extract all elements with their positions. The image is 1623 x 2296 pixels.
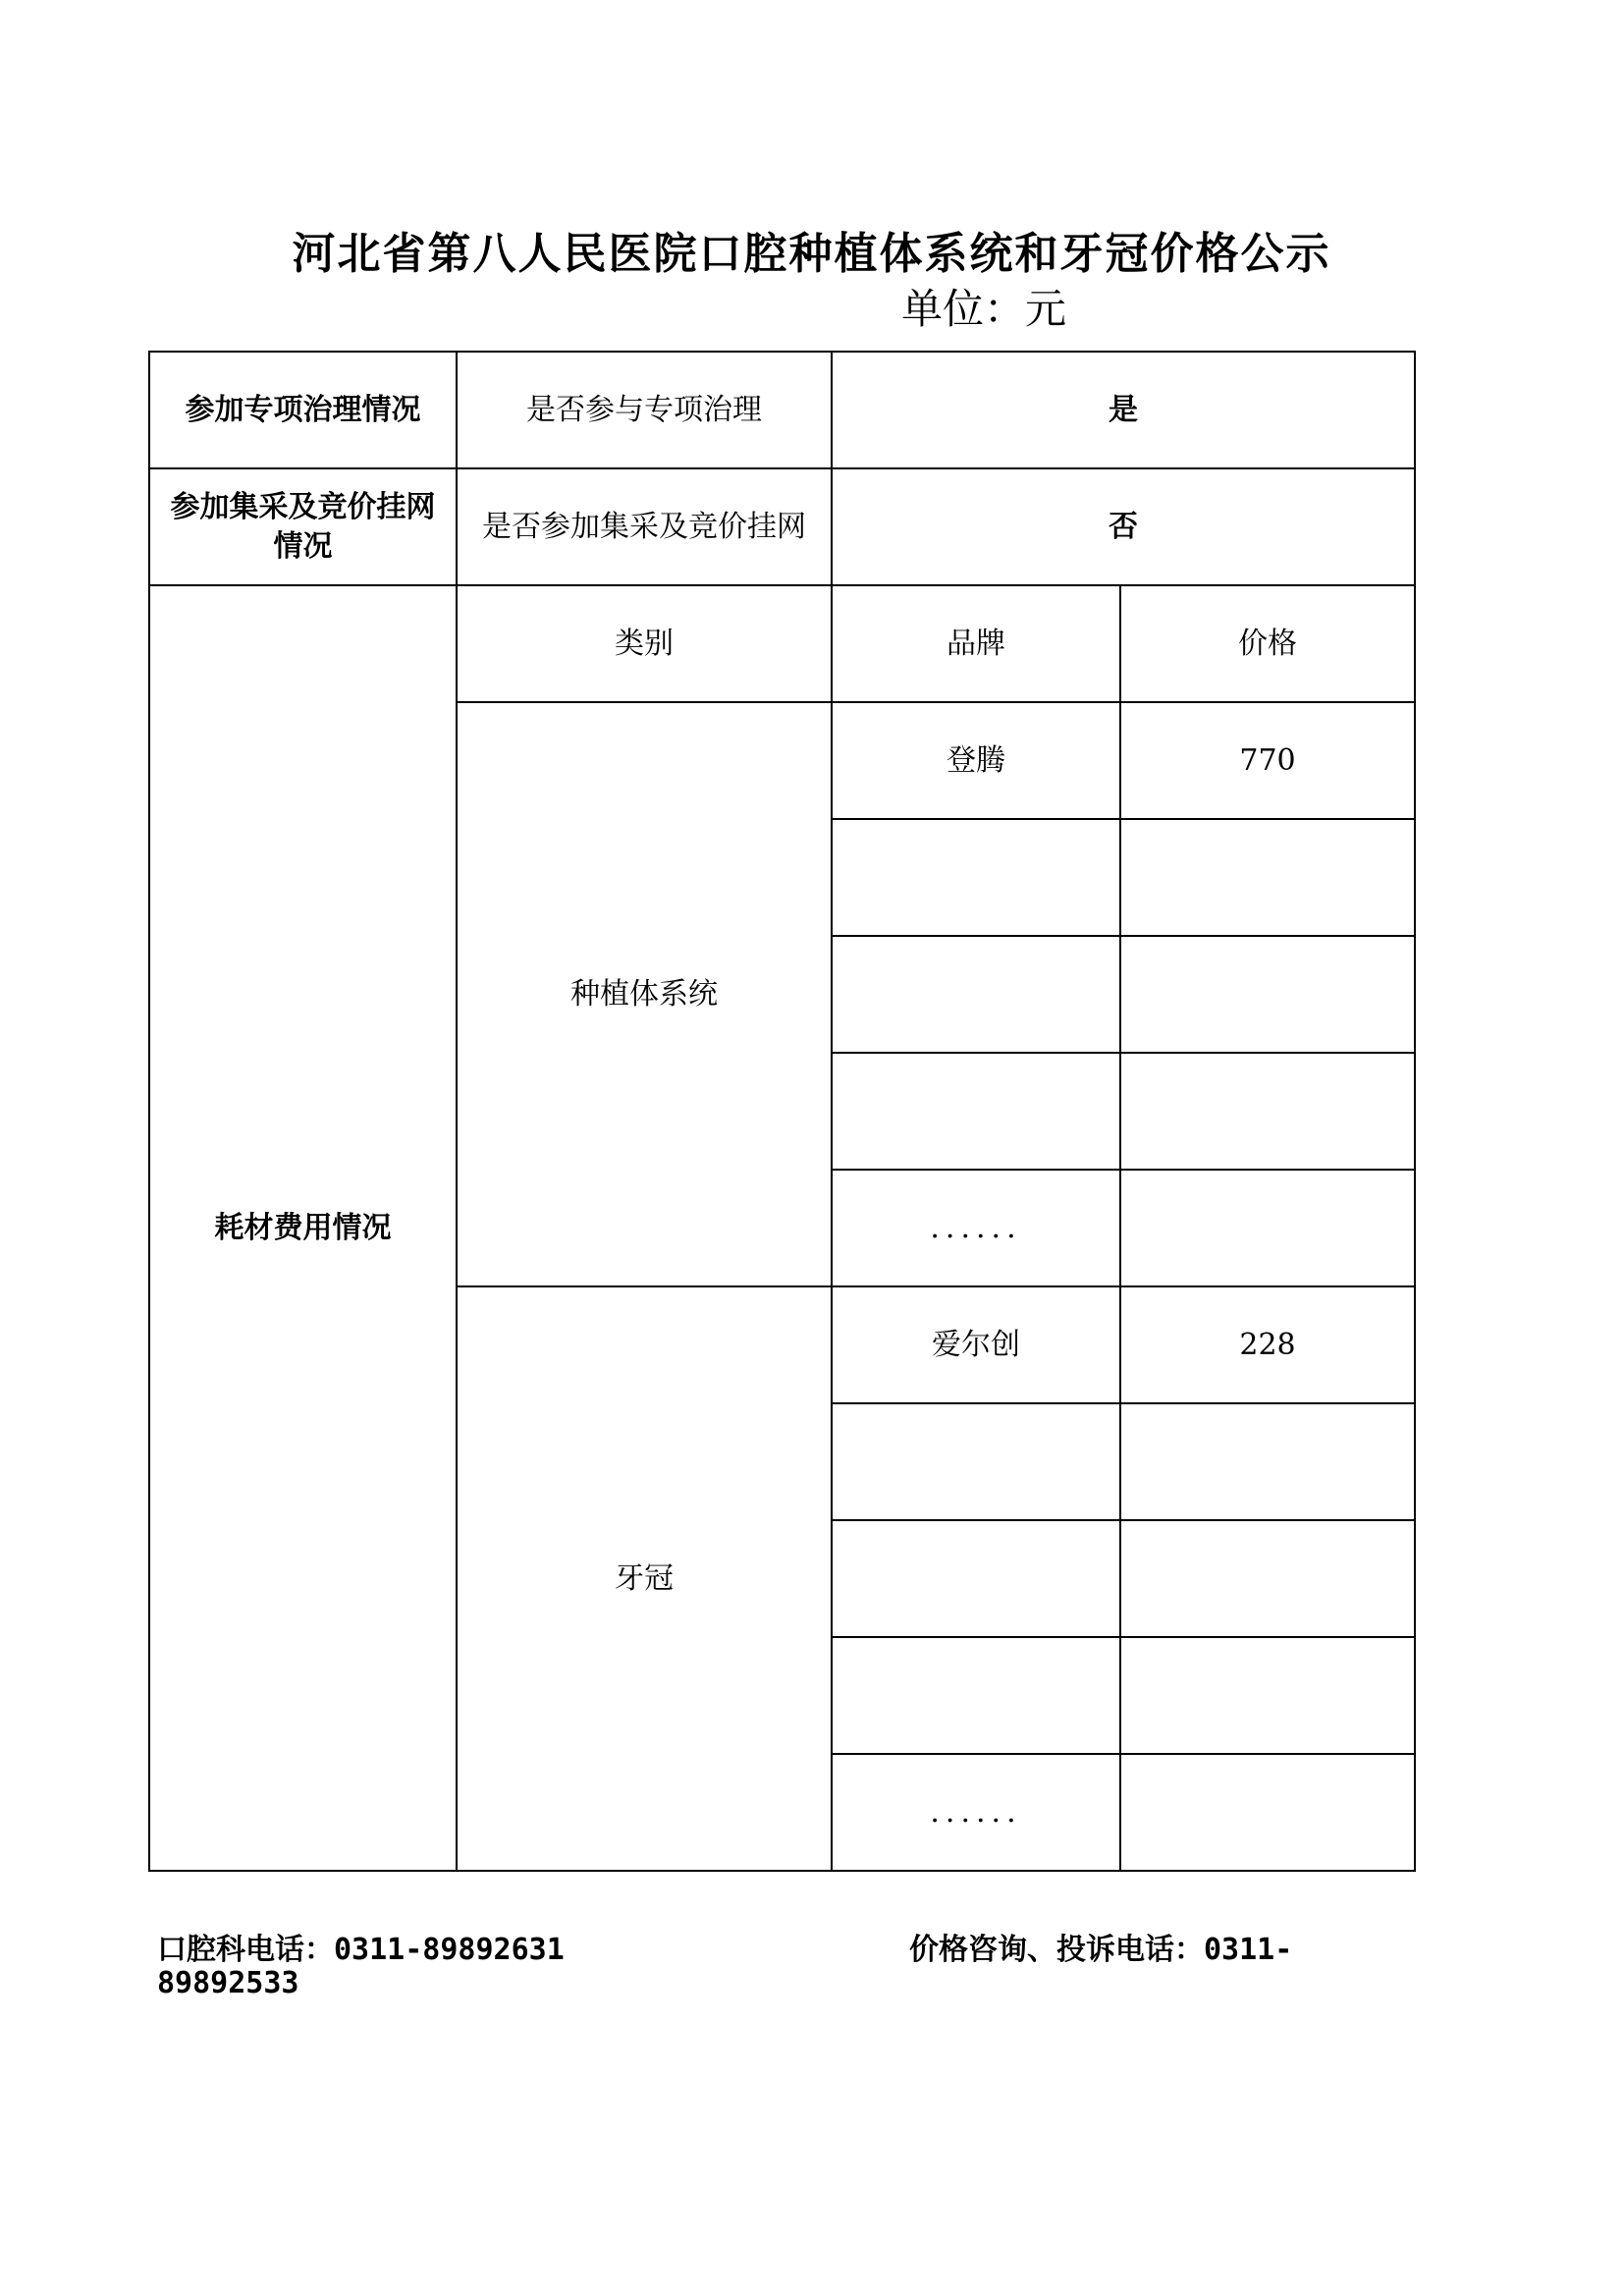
table-row	[149, 585, 1415, 702]
price-cell	[1120, 1170, 1415, 1286]
price-cell	[1120, 1520, 1415, 1637]
brand-cell	[832, 1403, 1120, 1520]
brand-cell	[832, 1520, 1120, 1637]
price-table	[148, 351, 1416, 1872]
brand-cell: 登腾	[832, 702, 1120, 819]
consumables-label: 耗材费用情况	[149, 585, 457, 1871]
unit-label: 单位：元	[901, 285, 1067, 333]
table-row	[149, 352, 1415, 468]
price-cell: 770	[1120, 702, 1415, 819]
category-header: 类别	[457, 585, 832, 702]
table-row	[149, 468, 1415, 585]
brand-cell	[832, 1053, 1120, 1170]
collective-procurement-answer: 否	[832, 468, 1415, 585]
complaint-phone-continued: 89892533	[157, 1966, 299, 2000]
special-governance-answer: 是	[832, 352, 1415, 468]
price-cell	[1120, 1637, 1415, 1754]
brand-cell-ellipsis: ......	[832, 1170, 1120, 1286]
price-cell	[1120, 936, 1415, 1053]
brand-header: 品牌	[832, 585, 1120, 702]
brand-cell-ellipsis: ......	[832, 1754, 1120, 1871]
page-title: 河北省第八人民医院口腔种植体系统和牙冠价格公示	[292, 229, 1331, 279]
brand-cell: 爱尔创	[832, 1286, 1120, 1403]
price-cell	[1120, 1403, 1415, 1520]
price-header: 价格	[1120, 585, 1415, 702]
collective-procurement-question: 是否参加集采及竞价挂网	[457, 468, 832, 585]
collective-procurement-label: 参加集采及竞价挂网情况	[149, 468, 457, 585]
special-governance-label: 参加专项治理情况	[149, 352, 457, 468]
price-cell	[1120, 1754, 1415, 1871]
implant-category: 种植体系统	[457, 702, 832, 1286]
special-governance-question: 是否参与专项治理	[457, 352, 832, 468]
brand-cell	[832, 936, 1120, 1053]
price-cell	[1120, 819, 1415, 936]
complaint-phone: 价格咨询、投诉电话：0311-	[909, 1933, 1293, 1967]
crown-category: 牙冠	[457, 1286, 832, 1871]
price-cell: 228	[1120, 1286, 1415, 1403]
brand-cell	[832, 1637, 1120, 1754]
dept-phone: 口腔科电话：0311-89892631	[157, 1933, 565, 1967]
brand-cell	[832, 819, 1120, 936]
price-cell	[1120, 1053, 1415, 1170]
